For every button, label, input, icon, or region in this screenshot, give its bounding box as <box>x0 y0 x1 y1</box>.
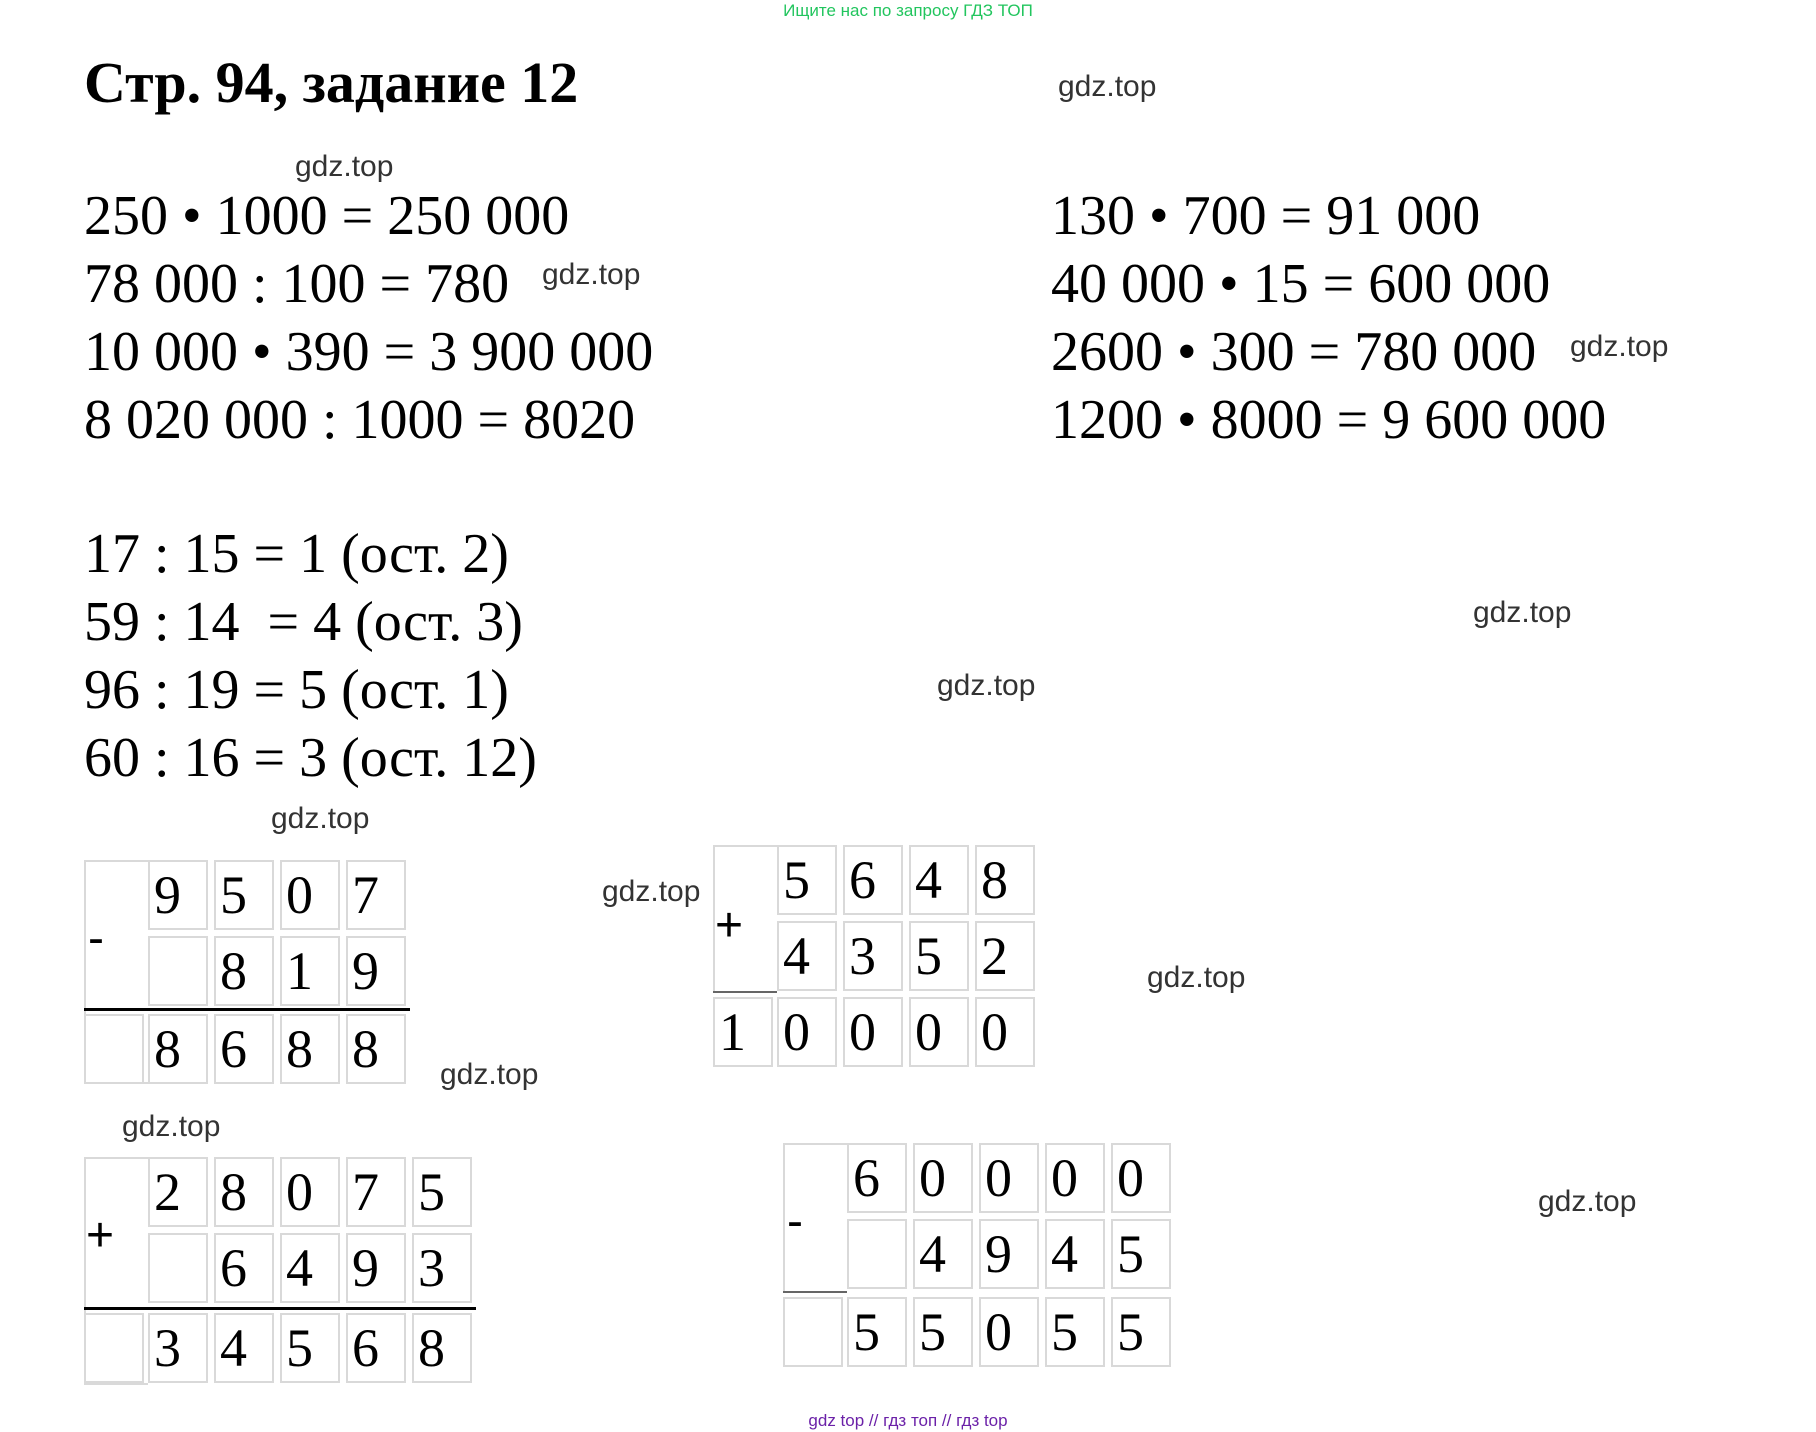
digit-cell: 6 <box>843 845 903 915</box>
page-title: Стр. 94, задание 12 <box>84 50 579 115</box>
digit-cell: 5 <box>847 1297 907 1367</box>
digit-cell: 0 <box>777 997 837 1067</box>
digit-cell: 9 <box>148 860 208 930</box>
equation: 78 000 : 100 = 780 <box>84 253 510 315</box>
equation: 40 000 • 15 = 600 000 <box>1051 253 1551 315</box>
digit-cell: 6 <box>214 1233 274 1303</box>
footer-links: gdz top // гдз топ // гдз top <box>808 1411 1008 1430</box>
digit-cell: 8 <box>214 1157 274 1227</box>
digit-cell: 0 <box>979 1297 1039 1367</box>
watermark: gdz.top <box>271 802 370 835</box>
digit-cell: 5 <box>280 1313 340 1383</box>
digit-cell: 4 <box>909 845 969 915</box>
result-rule <box>84 1008 410 1011</box>
digit-cell <box>84 1313 144 1383</box>
digit-cell: 4 <box>913 1219 973 1289</box>
equation: 60 : 16 = 3 (ост. 12) <box>84 727 537 789</box>
digit-cell: 5 <box>412 1157 472 1227</box>
equation: 59 : 14 = 4 (ост. 3) <box>84 591 523 653</box>
digit-cell: 5 <box>913 1297 973 1367</box>
watermark: gdz.top <box>295 150 394 183</box>
digit-cell: 6 <box>847 1143 907 1213</box>
watermark: gdz.top <box>542 258 641 291</box>
result-rule <box>783 1291 847 1293</box>
equation: 250 • 1000 = 250 000 <box>84 185 570 247</box>
digit-cell: 3 <box>148 1313 208 1383</box>
result-rule <box>84 1307 476 1310</box>
watermark: gdz.top <box>602 875 701 908</box>
digit-cell: 0 <box>975 997 1035 1067</box>
right-equations <box>1051 182 1606 454</box>
equation: 96 : 19 = 5 (ост. 1) <box>84 659 509 721</box>
equation: 17 : 15 = 1 (ост. 2) <box>84 523 509 585</box>
digit-cell: 8 <box>975 845 1035 915</box>
digit-cell <box>148 1233 208 1303</box>
digit-cell: 8 <box>214 936 274 1006</box>
digit-cell: 5 <box>909 921 969 991</box>
digit-cell: 5 <box>1111 1297 1171 1367</box>
digit-cell: 8 <box>412 1313 472 1383</box>
digit-cell: 0 <box>909 997 969 1067</box>
digit-cell: 9 <box>346 936 406 1006</box>
digit-cell: 8 <box>346 1014 406 1084</box>
digit-cell: 6 <box>346 1313 406 1383</box>
result-rule <box>713 991 777 993</box>
digit-cell: 2 <box>975 921 1035 991</box>
operator-sign: - <box>88 912 104 965</box>
digit-cell: 0 <box>913 1143 973 1213</box>
digit-cell <box>84 1014 144 1084</box>
digit-cell: 4 <box>280 1233 340 1303</box>
watermark: gdz.top <box>1147 961 1246 994</box>
digit-cell: 0 <box>1111 1143 1171 1213</box>
digit-cell: 8 <box>280 1014 340 1084</box>
digit-cell: 2 <box>148 1157 208 1227</box>
watermark: gdz.top <box>1570 330 1669 363</box>
left-equations <box>84 182 653 454</box>
digit-cell <box>847 1219 907 1289</box>
watermark: gdz.top <box>1538 1185 1637 1218</box>
operator-sign: - <box>787 1195 803 1248</box>
watermark: gdz.top <box>440 1058 539 1091</box>
digit-cell: 4 <box>1045 1219 1105 1289</box>
digit-cell: 7 <box>346 860 406 930</box>
digit-cell: 0 <box>280 1157 340 1227</box>
digit-cell: 9 <box>346 1233 406 1303</box>
digit-cell <box>148 936 208 1006</box>
digit-cell: 5 <box>1045 1297 1105 1367</box>
digit-cell: 9 <box>979 1219 1039 1289</box>
equation: 130 • 700 = 91 000 <box>1051 185 1481 247</box>
watermark: gdz.top <box>937 669 1036 702</box>
digit-cell: 4 <box>214 1313 274 1383</box>
equation: 2600 • 300 = 780 000 <box>1051 321 1537 383</box>
digit-cell: 0 <box>280 860 340 930</box>
operator-sign: + <box>86 1209 115 1262</box>
digit-cell: 0 <box>979 1143 1039 1213</box>
top-banner: Ищите нас по запросу ГДЗ ТОП <box>783 1 1033 20</box>
digit-cell: 0 <box>843 997 903 1067</box>
digit-cell: 1 <box>280 936 340 1006</box>
digit-cell: 5 <box>214 860 274 930</box>
equation: 8 020 000 : 1000 = 8020 <box>84 389 636 451</box>
digit-cell: 6 <box>214 1014 274 1084</box>
digit-cell: 4 <box>777 921 837 991</box>
equation: 10 000 • 390 = 3 900 000 <box>84 321 654 383</box>
digit-cell: 3 <box>412 1233 472 1303</box>
digit-cell: 1 <box>713 997 773 1067</box>
watermark: gdz.top <box>1473 596 1572 629</box>
remainder-equations <box>84 520 537 792</box>
watermark: gdz.top <box>122 1110 221 1143</box>
digit-cell: 0 <box>1045 1143 1105 1213</box>
operator-sign: + <box>715 899 744 952</box>
digit-cell: 5 <box>777 845 837 915</box>
watermark: gdz.top <box>1058 70 1157 103</box>
digit-cell: 3 <box>843 921 903 991</box>
equation: 1200 • 8000 = 9 600 000 <box>1051 389 1607 451</box>
digit-cell: 7 <box>346 1157 406 1227</box>
digit-cell: 5 <box>1111 1219 1171 1289</box>
digit-cell: 8 <box>148 1014 208 1084</box>
digit-cell <box>783 1297 843 1367</box>
